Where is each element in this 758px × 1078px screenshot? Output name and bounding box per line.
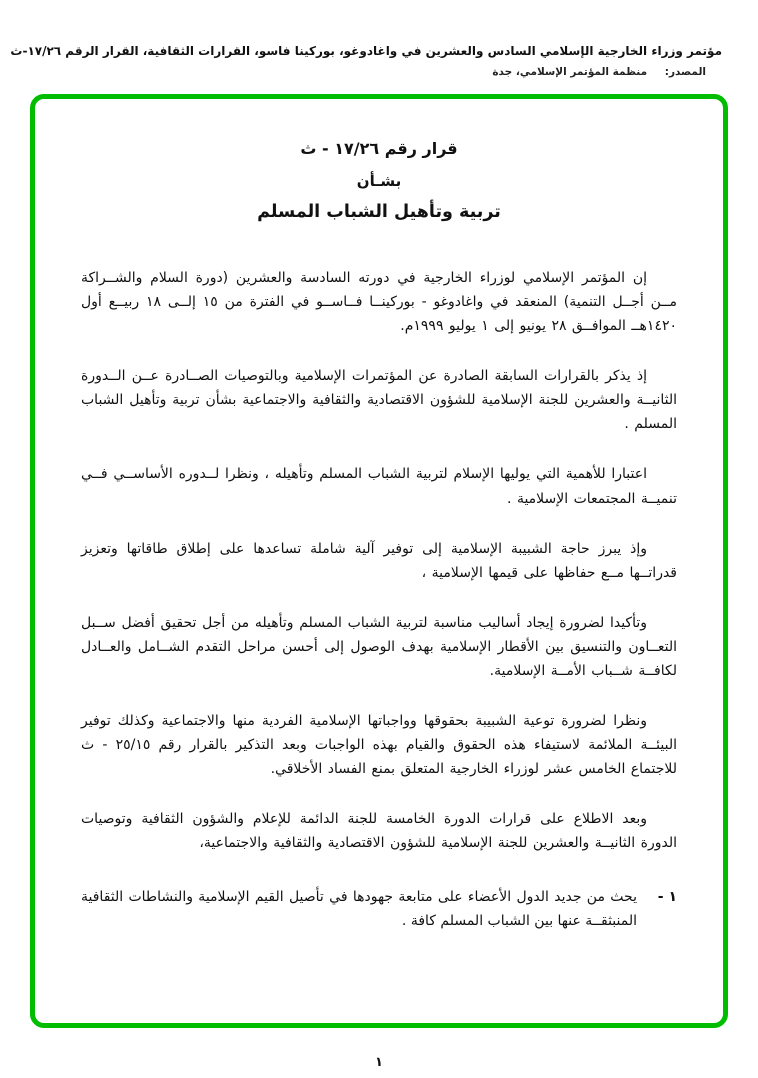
resolution-subject-title: تربية وتأهيل الشباب المسلم: [257, 202, 501, 222]
operative-item-1: [81, 885, 677, 933]
source-label: المصدر:: [664, 66, 706, 78]
document-header-line: مؤتمر وزراء الخارجية الإسلامي السادس والعشرين في واغادوغو، بوركينا فاسو، القرارات الثقافية، القرار الرقم ١٧/٢٦-ث: [10, 44, 722, 58]
operative-item-number: ١ -: [657, 889, 677, 906]
resolution-number-title: قرار رقم ١٧/٢٦ - ث: [300, 139, 458, 158]
resolution-regarding-title: بشـأن: [356, 172, 402, 190]
source-line: [0, 58, 758, 78]
page-number: ١: [375, 1055, 383, 1070]
operative-item-text: يحث من جديد الدول الأعضاء على متابعة جهودها في تأصيل القيم الإسلامية والنشاطات الثقافية المنبثقــة عنها بين الشباب المسلم كافة .: [81, 889, 637, 930]
preamble-paragraph: إن المؤتمر الإسلامي لوزراء الخارجية في دورته السادسة والعشرين (دورة السلام والشــراكة مــن أجــل التنمية) المنعقد في واغادوغو - بوركينــا فــاســو في الفترة من ١٥ إلــى ١٨ ربيــع أول ١٤٢٠هــ الموافــق ٢٨ يونيو إلى ١ يوليو ١٩٩٩م.: [81, 270, 677, 335]
preamble-paragraph: وبعد الاطلاع على قرارات الدورة الخامسة للجنة الدائمة للإعلام والشؤون الثقافية وتوصيات الدورة الثانيــة والعشرين للجنة الإسلامية للشؤون الاقتصادية والثقافية والاجتماعية،: [81, 811, 677, 852]
source-value: منظمة المؤتمر الإسلامي، جدة: [492, 66, 648, 78]
preamble-paragraph: وإذ يبرز حاجة الشبيبة الإسلامية إلى توفير آلية شاملة تساعدها على إطلاق طاقاتها وتعزيز قدراتــها مــع حفاظها على قيمها الإسلامية ،: [81, 540, 677, 581]
resolution-title-block: [81, 139, 677, 222]
resolution-body: [81, 266, 677, 934]
preamble-paragraph: ونظرا لضرورة توعية الشبيبة بحقوقها وواجباتها الإسلامية الفردية منها والاجتماعية وكذلك توفير البيئــة الملائمة لاستيفاء هذه الحقوق والقيام بهذه الواجبات وبعد التذكير بالقرار رقم ٢٥/١٥ - ث للاجتماع الخامس عشر لوزراء الخارجية المتعلق بمنع الفساد الأخلاقي.: [81, 713, 677, 778]
green-document-frame: [30, 94, 728, 1028]
preamble-paragraph: اعتبارا للأهمية التي يوليها الإسلام لتربية الشباب المسلم وتأهيله ، ونظرا لــدوره الأساســي فــي تنميــة المجتمعات الإسلامية .: [81, 466, 677, 507]
preamble-paragraph: إذ يذكر بالقرارات السابقة الصادرة عن المؤتمرات الإسلامية وبالتوصيات الصــادرة عــن الــدورة الثانيــة والعشرين للجنة الإسلامية للشؤون الاقتصادية والثقافية والاجتماعية بشأن تربية وتأهيل الشباب المسلم .: [81, 368, 677, 433]
preamble-paragraph: وتأكيدا لضرورة إيجاد أساليب مناسبة لتربية الشباب المسلم وتأهيله من أجل تحقيق أفضل ســبل التعــاون والتنسيق بين الأقطار الإسلامية بهدف الوصول إلى أحسن مراحل التقدم الشــامل والعــادل لكافــة شــباب الأمــة الإسلامية.: [81, 614, 677, 679]
